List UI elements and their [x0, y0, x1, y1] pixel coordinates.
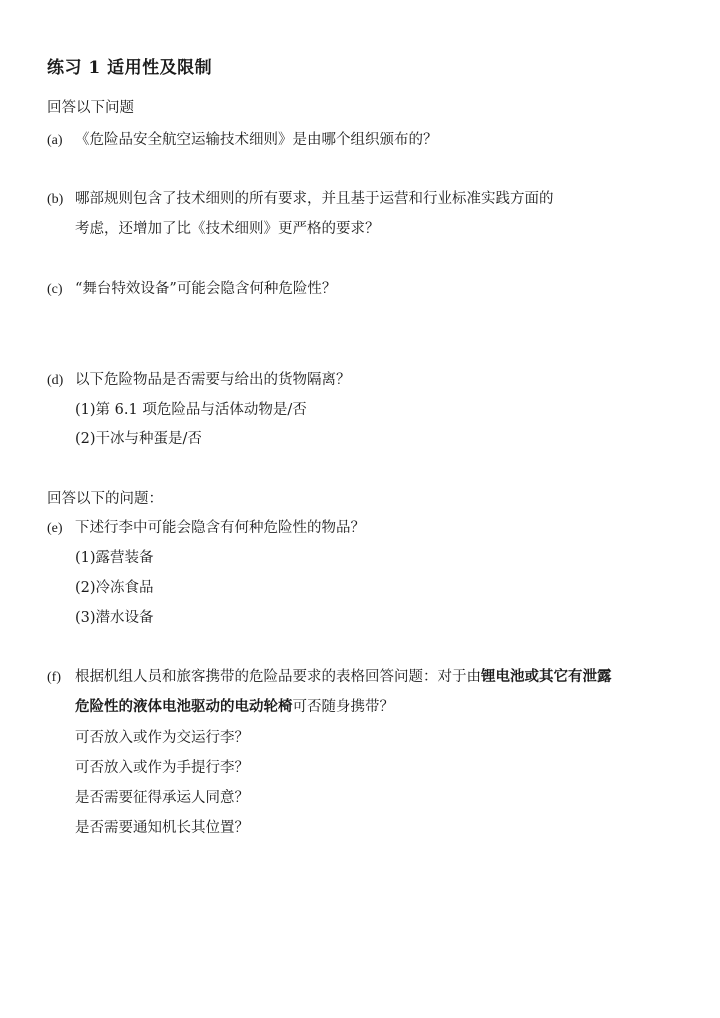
section-heading-2: 回答以下的问题：	[47, 491, 163, 507]
section-heading-1: 回答以下问题	[47, 100, 134, 116]
question-label: (b)	[47, 192, 64, 207]
question-label: (f)	[47, 670, 61, 685]
question-e-item: (1)露营装备	[75, 550, 154, 566]
question-text: 哪部规则包含了技术细则的所有要求，并且基于运营和行业标准实践方面的	[75, 191, 554, 207]
question-label: (a)	[47, 133, 63, 148]
question-text: 可否随身携带？	[292, 699, 394, 715]
question-b	[47, 189, 554, 210]
question-text-bold: 危险性的液体电池驱动的电动轮椅	[75, 698, 293, 715]
question-b-continuation: 考虑，还增加了比《技术细则》更严格的要求？	[75, 221, 380, 237]
question-f-continuation	[75, 697, 394, 717]
question-text: 根据机组人员和旅客携带的危险品要求的表格回答问题：对于由	[75, 669, 481, 685]
question-f-sub: 可否放入或作为手提行李？	[75, 760, 249, 776]
question-d	[47, 370, 351, 391]
exercise-title: 练习 1 适用性及限制	[47, 58, 213, 78]
question-f-sub: 是否需要通知机长其位置？	[75, 820, 249, 836]
question-f	[47, 667, 612, 688]
question-f-sub: 是否需要征得承运人同意？	[75, 790, 249, 806]
question-e	[47, 518, 365, 539]
question-text: “舞台特效设备”可能会隐含何种危险性？	[75, 281, 337, 297]
question-e-item: (3)潜水设备	[75, 610, 154, 626]
question-text: 以下危险物品是否需要与给出的货物隔离？	[75, 372, 351, 388]
question-label: (d)	[47, 373, 64, 388]
question-c	[47, 279, 336, 300]
question-text: 《危险品安全航空运输技术细则》是由哪个组织颁布的？	[75, 132, 438, 148]
question-label: (e)	[47, 521, 63, 536]
question-e-item: (2)冷冻食品	[75, 580, 154, 596]
question-d-item: (2)干冰与种蛋是/否	[75, 431, 202, 447]
question-text: 下述行李中可能会隐含有何种危险性的物品？	[75, 520, 365, 536]
question-label: (c)	[47, 282, 63, 297]
question-text-bold: 锂电池或其它有泄露	[481, 668, 612, 685]
question-f-sub: 可否放入或作为交运行李？	[75, 730, 249, 746]
question-a	[47, 130, 438, 151]
question-d-item: (1)第 6.1 项危险品与活体动物是/否	[75, 402, 307, 418]
